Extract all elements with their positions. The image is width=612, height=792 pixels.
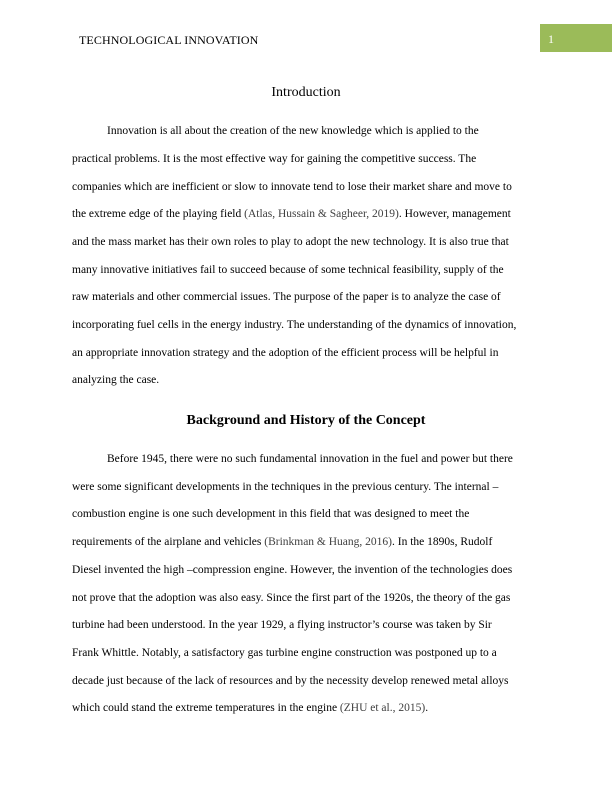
paragraph-line <box>72 563 512 577</box>
text-run: companies which are inefficient or slow to innovate tend to lose their market share and move to <box>72 181 512 193</box>
text-run: Diesel invented the high –compression engine. However, the invention of the technologies does <box>72 564 513 576</box>
paragraph-line <box>72 535 492 549</box>
paragraph-line <box>72 646 497 660</box>
text-run: . In the 1890s, Rudolf <box>392 536 493 548</box>
citation: (Brinkman & Huang, 2016) <box>264 536 392 548</box>
paragraph-line <box>72 480 498 494</box>
text-run: practical problems. It is the most effective way for gaining the competitive success. The <box>72 153 477 165</box>
paragraph-line <box>72 318 516 332</box>
paragraph-line <box>72 618 492 632</box>
text-run: requirements of the airplane and vehicles <box>72 536 265 548</box>
text-run: were some significant developments in the techniques in the previous century. The internal – <box>72 481 499 493</box>
text-run: combustion engine is one such development in this field that was designed to meet the <box>72 508 470 520</box>
paragraph-line <box>72 207 511 221</box>
paragraph-line <box>107 124 479 138</box>
section-title-introduction: Introduction <box>271 85 341 100</box>
paragraph-line <box>72 180 512 194</box>
text-run: incorporating fuel cells in the energy industry. The understanding of the dynamics of innovation, <box>72 319 517 331</box>
text-run: Innovation is all about the creation of the new knowledge which is applied to the <box>107 125 479 137</box>
text-run: and the mass market has their own roles to play to adopt the new technology. It is also true that <box>72 236 509 248</box>
paragraph-line <box>72 263 504 277</box>
running-head: TECHNOLOGICAL INNOVATION <box>79 33 259 47</box>
paragraph-line <box>72 591 510 605</box>
paragraph-line <box>72 373 159 387</box>
text-run: not prove that the adoption was also easy. Since the first part of the 1920s, the theory of the gas <box>72 592 511 604</box>
text-run: many innovative initiatives fail to succeed because of some technical feasibility, supply of the <box>72 264 504 276</box>
paragraph-line <box>72 507 469 521</box>
section-title-background: Background and History of the Concept <box>186 413 426 428</box>
paragraph-line <box>107 452 513 466</box>
text-run: Before 1945, there were no such fundamental innovation in the fuel and power but there <box>107 453 513 465</box>
paragraph-line <box>72 290 501 304</box>
text-run: . However, management <box>398 208 511 220</box>
text-run: decade just because of the lack of resources and by the necessity develop renewed metal alloys <box>72 675 509 687</box>
paragraph-line <box>72 235 509 249</box>
paragraph-line <box>72 152 476 166</box>
paragraph-line <box>72 701 428 715</box>
text-run: which could stand the extreme temperatures in the engine <box>72 702 340 714</box>
paragraph-line <box>72 346 498 360</box>
page-number-box <box>540 24 612 52</box>
text-run: an appropriate innovation strategy and the adoption of the efficient process will be helpful in <box>72 347 499 359</box>
text-run: turbine had been understood. In the year 1929, a flying instructor’s course was taken by Sir <box>72 619 492 631</box>
text-run: Frank Whittle. Notably, a satisfactory gas turbine engine construction was postponed up to a <box>72 647 497 659</box>
text-run: the extreme edge of the playing field <box>72 208 245 220</box>
text-run: . <box>425 702 429 714</box>
citation: (ZHU et al., 2015) <box>339 702 426 714</box>
text-run: raw materials and other commercial issues. The purpose of the paper is to analyze the case of <box>72 291 501 303</box>
page-number: 1 <box>548 32 554 46</box>
citation: (Atlas, Hussain & Sagheer, 2019) <box>244 208 399 220</box>
paragraph-line <box>72 674 509 688</box>
text-run: analyzing the case. <box>72 374 160 386</box>
